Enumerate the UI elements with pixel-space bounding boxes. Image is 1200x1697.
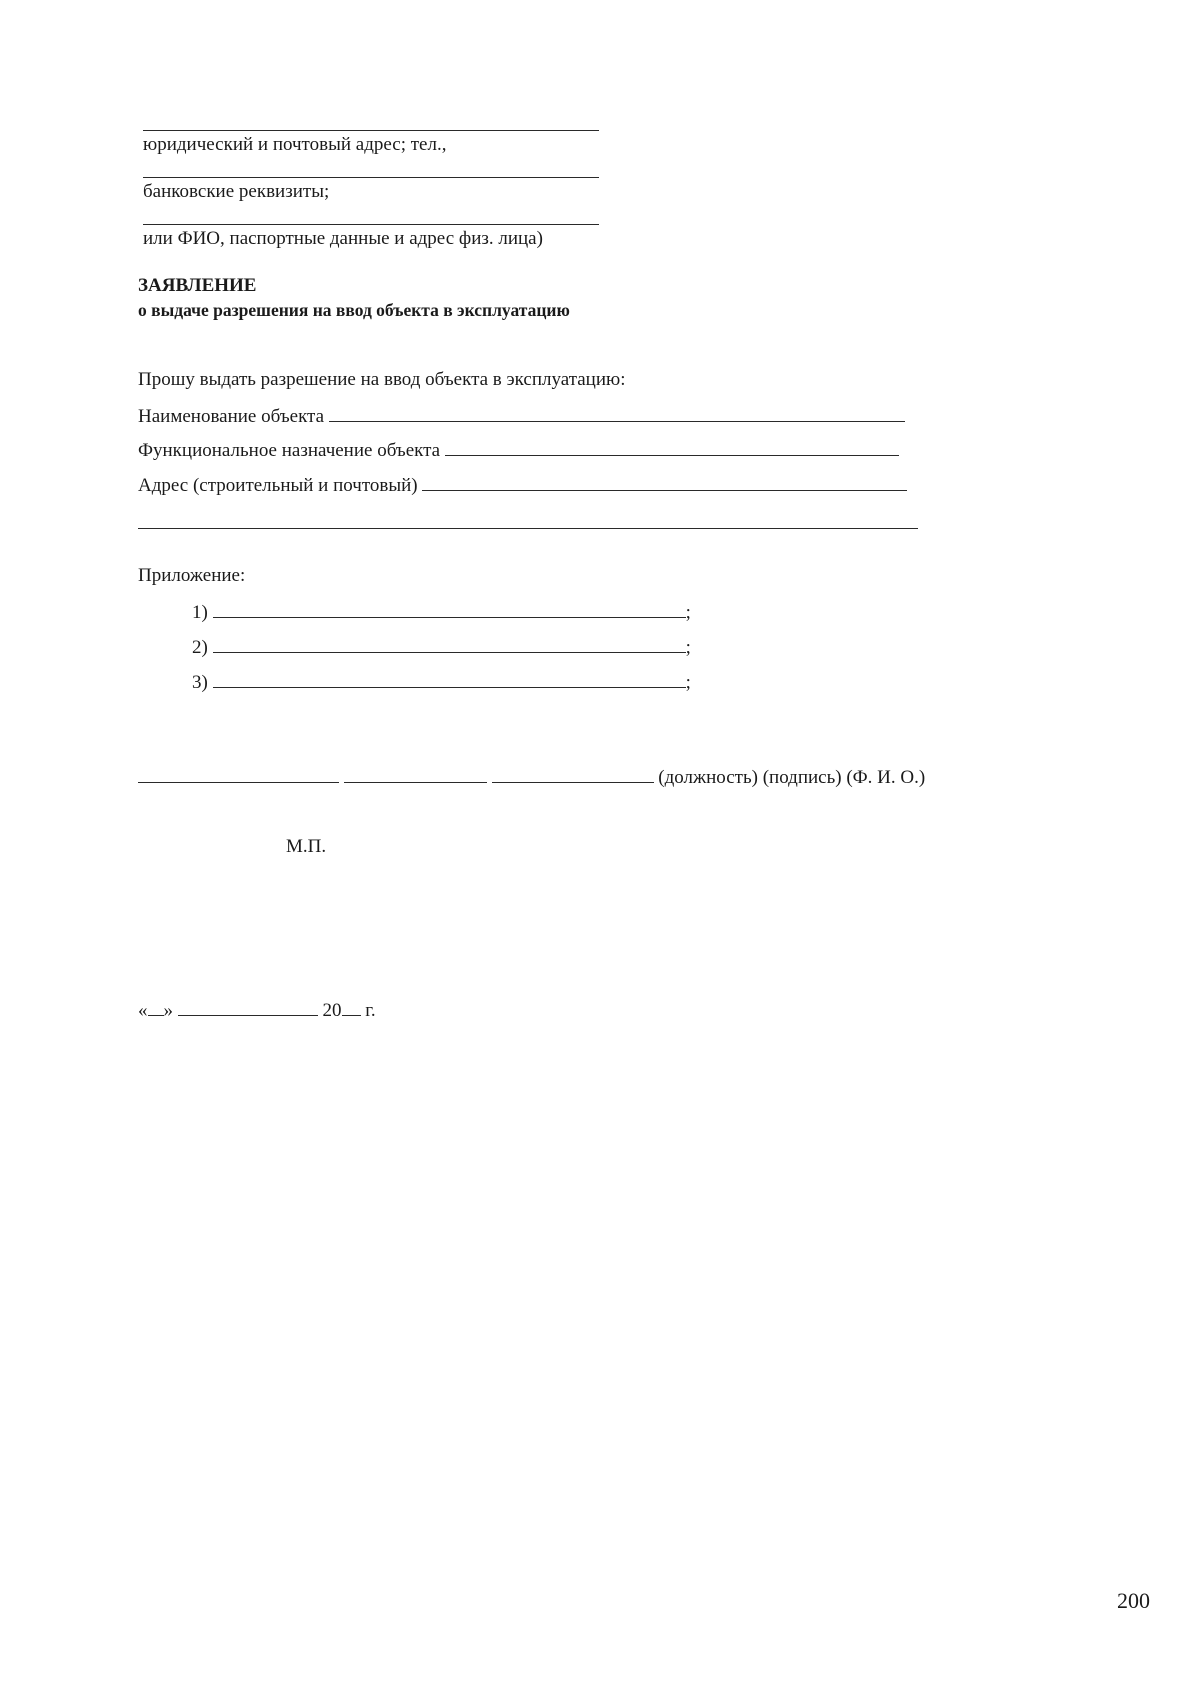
bank-line — [143, 224, 599, 225]
field-address-label: Адрес (строительный и почтовый) — [138, 475, 418, 496]
applicant-name-line — [143, 130, 599, 131]
address-continuation-line[interactable] — [138, 528, 918, 529]
attachments-label: Приложение: — [138, 565, 246, 586]
attachment-item-3 — [192, 670, 691, 694]
signature-input-line[interactable] — [344, 765, 487, 783]
attachment-1-input-line[interactable] — [213, 600, 686, 618]
attachment-number: 3) — [192, 672, 208, 693]
signature-row — [138, 765, 925, 789]
date-row — [138, 998, 376, 1022]
attachment-item-2 — [192, 635, 691, 659]
signature-caption: (должность) (подпись) (Ф. И. О.) — [658, 767, 926, 788]
field-function-label: Функциональное назначение объекта — [138, 440, 441, 461]
day-input-line[interactable] — [148, 998, 164, 1016]
year-prefix: 20 — [322, 1000, 342, 1021]
position-input-line[interactable] — [138, 765, 339, 783]
address-line — [143, 177, 599, 178]
attachment-end: ; — [685, 637, 691, 658]
field-object-name — [138, 404, 905, 428]
bank-label: банковские реквизиты; — [143, 181, 330, 202]
attachment-number: 1) — [192, 602, 208, 623]
function-input-line[interactable] — [445, 438, 899, 456]
attachment-3-input-line[interactable] — [213, 670, 686, 688]
field-function — [138, 438, 899, 462]
field-address — [138, 473, 907, 497]
date-open-quote: « — [138, 1000, 148, 1021]
date-close-quote: » — [163, 1000, 173, 1021]
year-input-line[interactable] — [342, 998, 361, 1016]
attachment-end: ; — [685, 672, 691, 693]
stamp-label: М.П. — [286, 836, 327, 857]
address-label: юридический и почтовый адрес; тел., — [143, 134, 447, 155]
document-subtitle: о выдаче разрешения на ввод объекта в эксплуатацию — [138, 300, 570, 320]
full-name-input-line[interactable] — [492, 765, 654, 783]
attachment-end: ; — [685, 602, 691, 623]
attachment-2-input-line[interactable] — [213, 635, 686, 653]
address-input-line[interactable] — [422, 473, 907, 491]
page-number: 200 — [1117, 1588, 1150, 1613]
attachment-item-1 — [192, 600, 691, 624]
attachment-number: 2) — [192, 637, 208, 658]
request-intro: Прошу выдать разрешение на ввод объекта в эксплуатацию: — [138, 369, 626, 390]
person-label: или ФИО, паспортные данные и адрес физ. лица) — [143, 228, 543, 249]
field-object-name-label: Наименование объекта — [138, 406, 325, 427]
document-title: ЗАЯВЛЕНИЕ — [138, 275, 257, 296]
month-input-line[interactable] — [178, 998, 318, 1016]
object-name-input-line[interactable] — [329, 404, 905, 422]
year-suffix: г. — [365, 1000, 376, 1021]
